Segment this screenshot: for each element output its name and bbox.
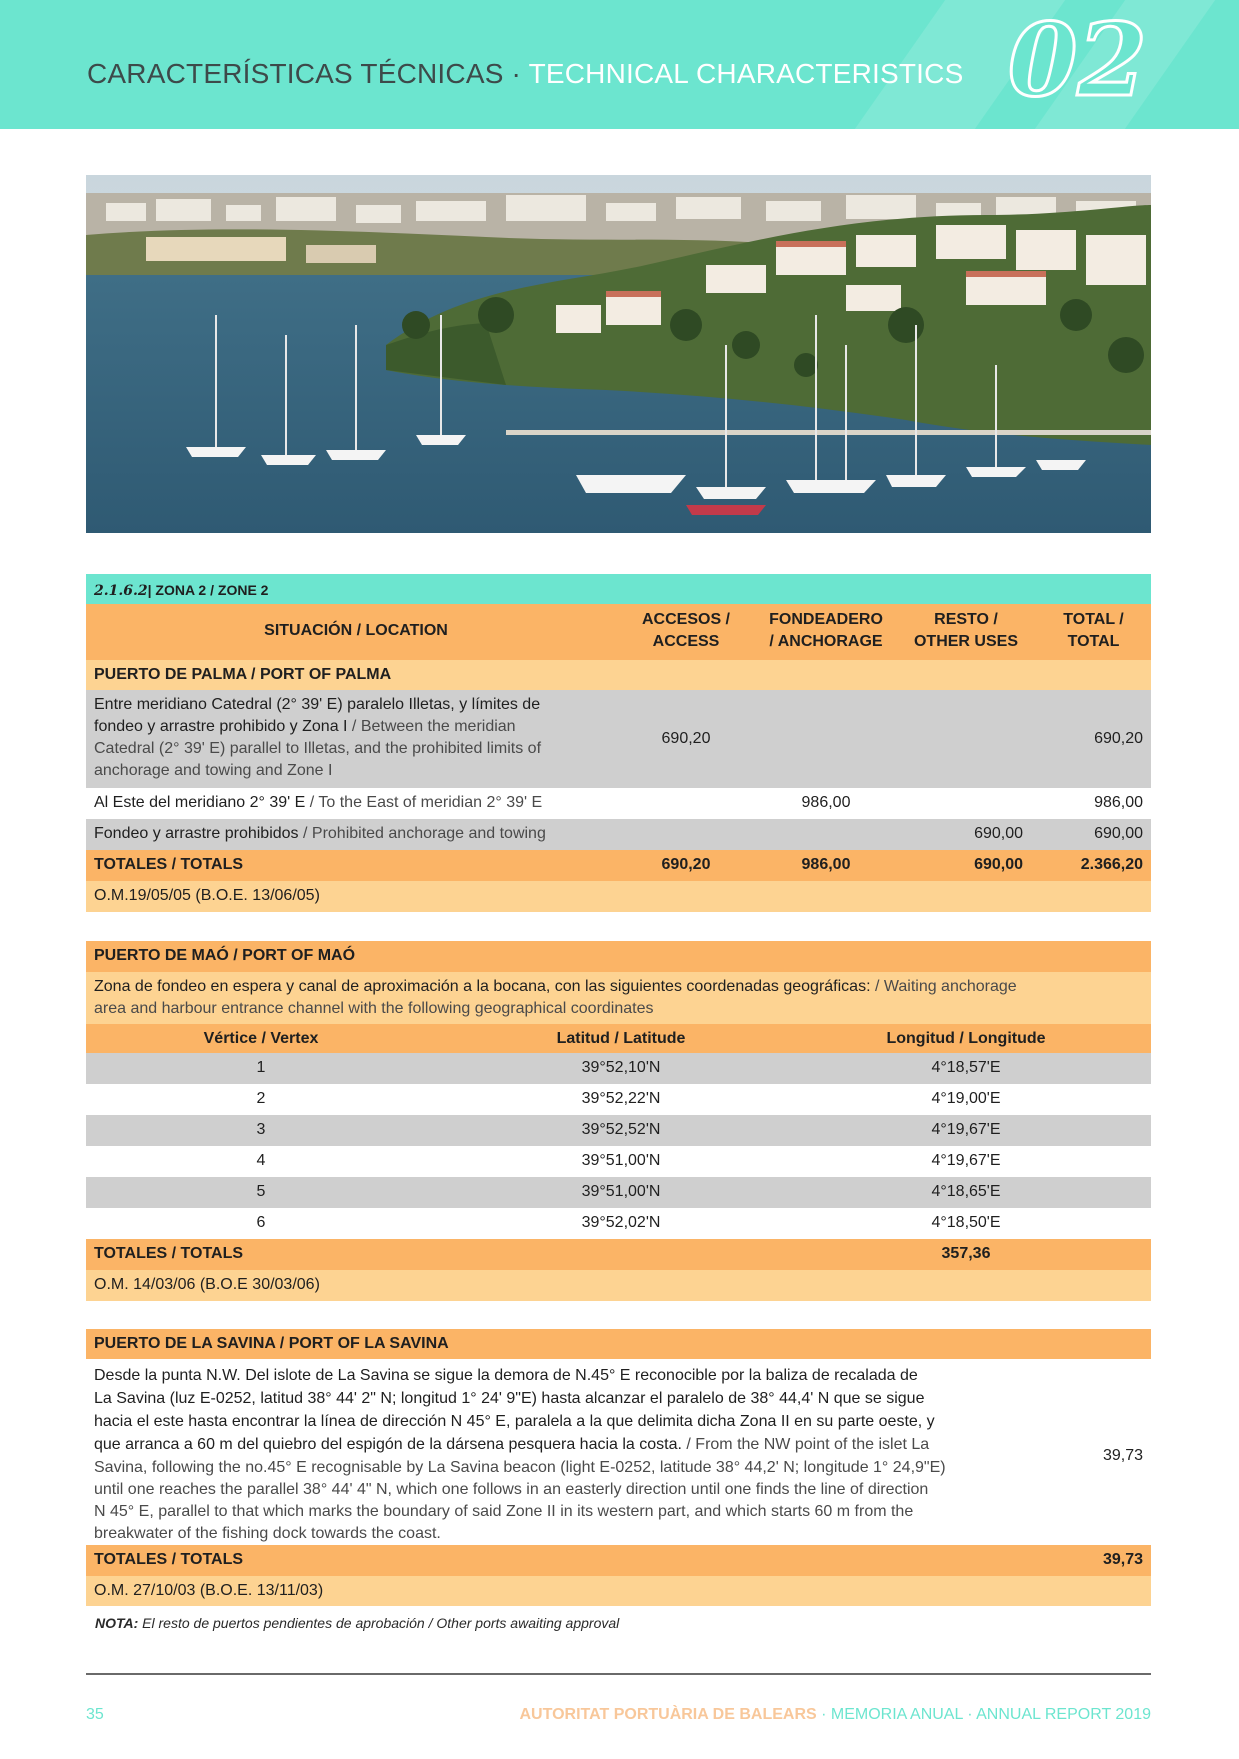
table-row	[86, 788, 1151, 819]
legal-reference: O.M. 14/03/06 (B.O.E 30/03/06)	[94, 1276, 320, 1293]
footnote-text: El resto de puertos pendientes de aprobación / Other ports awaiting approval	[138, 1615, 620, 1631]
section-code: 2.1.6.2	[94, 583, 148, 599]
table-row	[86, 690, 1151, 788]
header-access-2: ACCESS	[652, 633, 720, 650]
totals-label: TOTALES / TOTALS	[94, 856, 244, 873]
footnote-label: NOTA:	[95, 1615, 139, 1631]
header-other-2: OTHER USES	[913, 633, 1018, 650]
cell-access: 690,20	[661, 730, 711, 747]
row-text-light: breakwater of the fishing dock towards the coast.	[94, 1525, 441, 1542]
row-text-light: anchorage and towing and Zone I	[94, 762, 333, 779]
totals-label: TOTALES / TOTALS	[94, 1551, 244, 1568]
footer-report: · MEMORIA ANUAL · ANNUAL REPORT 2019	[816, 1706, 1151, 1723]
port-title-row	[86, 660, 1151, 690]
header-anchorage-2: / ANCHORAGE	[769, 633, 883, 650]
section-heading-text	[94, 579, 268, 602]
row-description	[94, 976, 1017, 998]
header-latitude: Latitud / Latitude	[556, 1030, 686, 1047]
table-row	[86, 1053, 1151, 1084]
cell-longitude: 4°19,67'E	[931, 1121, 1001, 1138]
row-text-bold: que arranca a 60 m del quiebro del espigón de la dársena pesquera hacia la costa.	[94, 1436, 682, 1453]
title-spanish: CARACTERÍSTICAS TÉCNICAS	[87, 58, 504, 89]
header-total-2: TOTAL	[1067, 633, 1120, 650]
table-row	[86, 1359, 1151, 1545]
cell-longitude: 4°18,50'E	[931, 1214, 1001, 1231]
savina-table	[86, 1329, 1151, 1606]
totals-row	[86, 1545, 1151, 1576]
row-description	[94, 694, 540, 716]
port-title: PUERTO DE PALMA / PORT OF PALMA	[94, 666, 392, 683]
total-other: 690,00	[974, 856, 1023, 873]
cell-latitude: 39°52,02'N	[581, 1214, 661, 1231]
row-text-light: / Prohibited anchorage and towing	[298, 825, 546, 842]
header-vertex: Vértice / Vertex	[203, 1030, 319, 1047]
legal-reference: O.M. 27/10/03 (B.O.E. 13/11/03)	[94, 1582, 324, 1599]
row-description	[94, 716, 516, 738]
port-title: PUERTO DE LA SAVINA / PORT OF LA SAVINA	[94, 1335, 449, 1352]
section-title: | ZONA 2 / ZONE 2	[147, 582, 269, 598]
row-text-bold: fondeo y arrastre prohibido y Zona I	[94, 718, 348, 735]
row-text-bold: Al Este del meridiano 2° 39' E	[94, 794, 306, 811]
table-row	[86, 1177, 1151, 1208]
row-text-bold: hacia el este hasta encontrar la línea de dirección N 45° E, paralela a la que delimita dicha Zona II en su parte oeste, y	[94, 1413, 935, 1430]
cell-latitude: 39°52,10'N	[581, 1059, 661, 1076]
palma-table	[86, 574, 1151, 912]
totals-row	[86, 850, 1151, 881]
row-description	[94, 792, 542, 814]
totals-value: 357,36	[941, 1245, 991, 1262]
table-header-row	[86, 604, 1151, 660]
header-title	[87, 58, 963, 90]
port-title-row	[86, 1329, 1151, 1359]
cell-other: 690,00	[974, 825, 1023, 842]
cell-longitude: 4°19,67'E	[931, 1152, 1001, 1169]
footer-organization: AUTORITAT PORTUÀRIA DE BALEARS	[519, 1706, 817, 1723]
row-text-light: Savina, following the no.45° E recognisable by La Savina beacon (light E-0252, latitude 38° 44,2' N; longitude 1° 24,9"E)	[94, 1459, 946, 1476]
row-text-light: / From the NW point of the islet La	[681, 1436, 930, 1453]
header-longitude: Longitud / Longitude	[886, 1030, 1046, 1047]
row-text-bold: Zona de fondeo en espera y canal de aproximación a la bocana, con las siguientes coordenadas geográficas:	[94, 978, 871, 995]
row-text-bold: Fondeo y arrastre prohibidos	[94, 825, 299, 842]
reference-row	[86, 1576, 1151, 1606]
footer-divider	[86, 1673, 1151, 1675]
row-text-bold: Entre meridiano Catedral (2° 39' E) paralelo Illetas, y límites de	[94, 696, 541, 713]
row-description	[94, 1434, 929, 1456]
mao-table	[86, 941, 1151, 1301]
row-text-light: / To the East of meridian 2° 39' E	[305, 794, 543, 811]
harbour-photo	[86, 175, 1151, 533]
table-header-row	[86, 1024, 1151, 1053]
cell-longitude: 4°18,57'E	[931, 1059, 1001, 1076]
table-row	[86, 1146, 1151, 1177]
cell-longitude: 4°19,00'E	[931, 1090, 1001, 1107]
chapter-number: 02	[1007, 1, 1147, 119]
header-total-1: TOTAL /	[1063, 611, 1124, 628]
row-text-bold: Desde la punta N.W. Del islote de La Savina se sigue la demora de N.45° E reconocible por la baliza de recalada de	[94, 1367, 918, 1384]
row-text-bold: La Savina (luz E-0252, latitud 38° 44' 2" N; longitud 1° 24' 9"E) hasta alcanzar el paralelo de 38° 44,4' N que se sigue	[94, 1390, 925, 1407]
cell-vertex: 2	[256, 1090, 266, 1107]
page-header	[0, 0, 1239, 129]
totals-row	[86, 1239, 1151, 1270]
cell-total: 986,00	[1094, 794, 1143, 811]
footer-text	[519, 1706, 1151, 1724]
cell-vertex: 6	[256, 1214, 266, 1231]
total-anchorage: 986,00	[801, 856, 851, 873]
cell-longitude: 4°18,65'E	[931, 1183, 1001, 1200]
cell-latitude: 39°51,00'N	[581, 1183, 661, 1200]
row-description	[94, 823, 546, 845]
cell-vertex: 3	[256, 1121, 266, 1138]
row-text-light: Catedral (2° 39' E) parallel to Illetas, and the prohibited limits of	[94, 740, 542, 757]
row-text-light: / Between the meridian	[347, 718, 516, 735]
page-number: 35	[86, 1706, 104, 1723]
cell-anchorage: 986,00	[801, 794, 851, 811]
section-heading	[86, 574, 1151, 604]
title-english: TECHNICAL CHARACTERISTICS	[528, 58, 964, 89]
cell-latitude: 39°52,22'N	[581, 1090, 661, 1107]
reference-row	[86, 1270, 1151, 1301]
cell-vertex: 5	[256, 1183, 266, 1200]
row-text-light: until one reaches the parallel 38° 44' 4" N, which one follows in an easterly direction until one finds the line of direction	[94, 1481, 929, 1498]
port-title-row	[86, 941, 1151, 972]
header-other-1: RESTO /	[934, 611, 998, 628]
totals-value: 39,73	[1102, 1551, 1143, 1568]
port-title: PUERTO DE MAÓ / PORT OF MAÓ	[94, 947, 356, 964]
row-text-light: N 45° E, parallel to that which marks the boundary of said Zone II in its western part, and which starts 60 m from the	[94, 1503, 914, 1520]
cell-vertex: 4	[256, 1152, 266, 1169]
reference-row	[86, 881, 1151, 912]
title-separator: ·	[503, 58, 529, 89]
cell-total: 690,00	[1094, 825, 1143, 842]
header-location: SITUACIÓN / LOCATION	[264, 622, 448, 639]
description-row	[86, 972, 1151, 1024]
table-row	[86, 819, 1151, 850]
footnote	[95, 1615, 619, 1631]
table-row	[86, 1115, 1151, 1146]
row-text-light: / Waiting anchorage	[870, 978, 1017, 995]
header-access-1: ACCESOS /	[641, 611, 730, 628]
cell-total: 39,73	[1102, 1447, 1143, 1464]
cell-vertex: 1	[256, 1059, 266, 1076]
total-access: 690,20	[661, 856, 711, 873]
table-row	[86, 1084, 1151, 1115]
totals-label: TOTALES / TOTALS	[94, 1245, 244, 1262]
cell-latitude: 39°52,52'N	[581, 1121, 661, 1138]
cell-latitude: 39°51,00'N	[581, 1152, 661, 1169]
total-total: 2.366,20	[1080, 856, 1143, 873]
table-row	[86, 1208, 1151, 1239]
cell-total: 690,20	[1094, 730, 1143, 747]
header-anchorage-1: FONDEADERO	[769, 611, 883, 628]
row-text-light: area and harbour entrance channel with the following geographical coordinates	[94, 1000, 654, 1017]
legal-reference: O.M.19/05/05 (B.O.E. 13/06/05)	[94, 887, 320, 904]
